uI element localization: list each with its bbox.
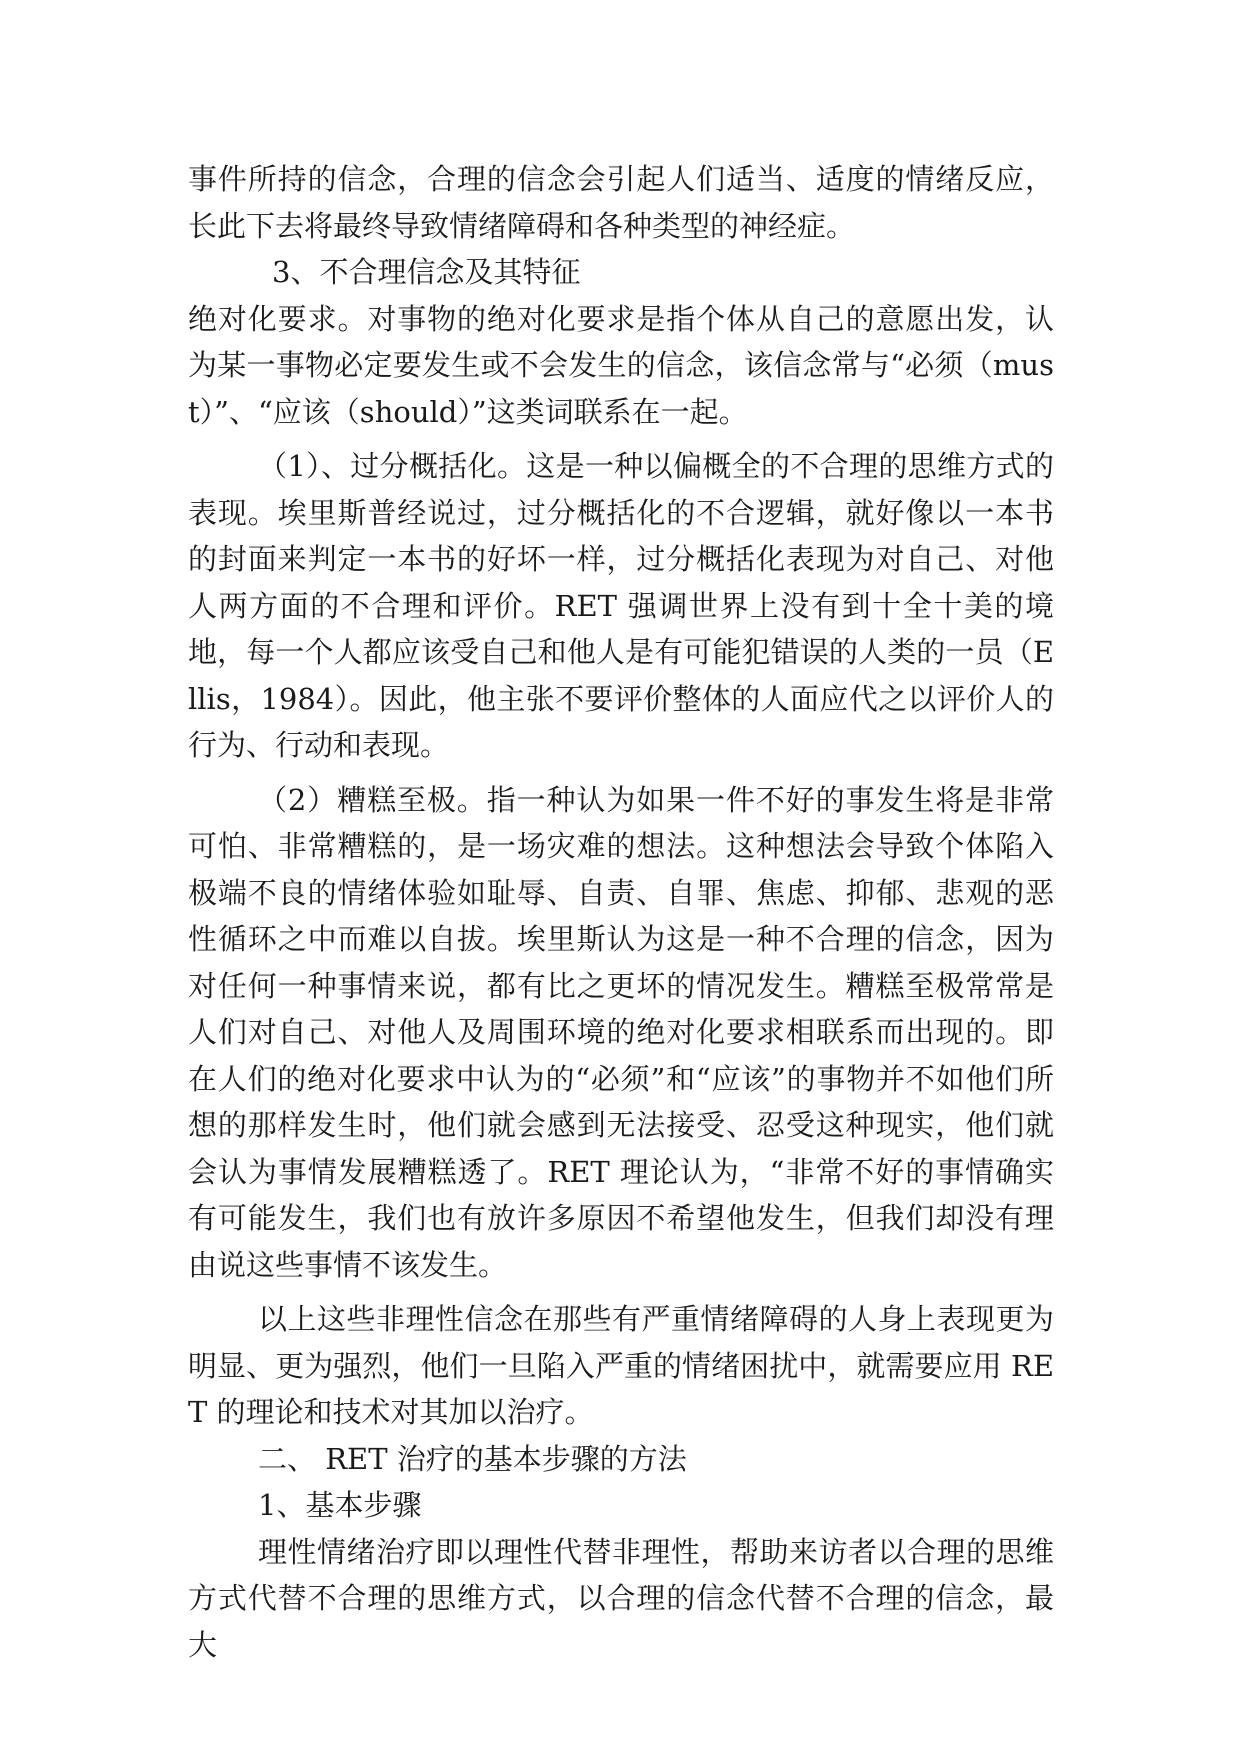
paragraph-summary: 以上这些非理性信念在那些有严重情绪障碍的人身上表现更为明显、更为强烈，他们一旦陷入严重的情绪困扰中，就需要应用 RET 的理论和技术对其加以治疗。 — [188, 1302, 1054, 1429]
paragraph-continuation: 事件所持的信念，合理的信念会引起人们适当、适度的情绪反应，长此下去将最终导致情绪障碍和各种类型的神经症。 — [188, 162, 1054, 243]
document-body — [188, 156, 1054, 1668]
paragraph-absolute-demands: 绝对化要求。对事物的绝对化要求是指个体从自己的意愿出发，认为某一事物必定要发生或不会发生的信念，该信念常与“必须（must）”、“应该（should）”这类词联系在一起。 — [188, 301, 1054, 429]
section-heading-ret-steps: 二、 RET 治疗的基本步骤的方法 — [258, 1441, 687, 1476]
section-heading-irrational-beliefs: 3、不合理信念及其特征 — [272, 255, 581, 289]
paragraph-overgeneralization: （1）、过分概括化。这是一种以偏概全的不合理的思维方式的表现。埃里斯普经说过，过分概括化的不合逻辑，就好像以一本书的封面来判定一本书的好坏一样，过分概括化表现为对自己、对他人两方面的不合理和评价。RET 强调世界上没有到十全十美的境地，每一个人都应该受自己和他人是有可能犯错误的人类的一员（Ellis，1984）。因此，他主张不要评价整体的人面应代之以评价人的行为、行动和表现。 — [188, 449, 1054, 762]
paragraph-catastrophizing: （2）糟糕至极。指一种认为如果一件不好的事发生将是非常可怕、非常糟糕的，是一场灾难的想法。这种想法会导致个体陷入极端不良的情绪体验如耻辱、自责、自罪、焦虑、抑郁、悲观的恶性循环之中而难以自拔。埃里斯认为这是一种不合理的信念，因为对任何一种事情来说，都有比之更坏的情况发生。糟糕至极常常是人们对自己、对他人及周围环境的绝对化要求相联系而出现的。即在人们的绝对化要求中认为的“必须”和“应该”的事物并不如他们所想的那样发生时，他们就会感到无法接受、忍受这种现实，他们就会认为事情发展糟糕透了。RET 理论认为，“非常不好的事情确实有可能发生，我们也有放许多原因不希望他发生，但我们却没有理由说这些事情不该发生。 — [188, 782, 1054, 1282]
paragraph-basic-steps: 理性情绪治疗即以理性代替非理性，帮助来访者以合理的思维方式代替不合理的思维方式，以合理的信念代替不合理的信念，最大 — [188, 1534, 1054, 1662]
subsection-heading-basic-steps: 1、基本步骤 — [258, 1488, 422, 1522]
